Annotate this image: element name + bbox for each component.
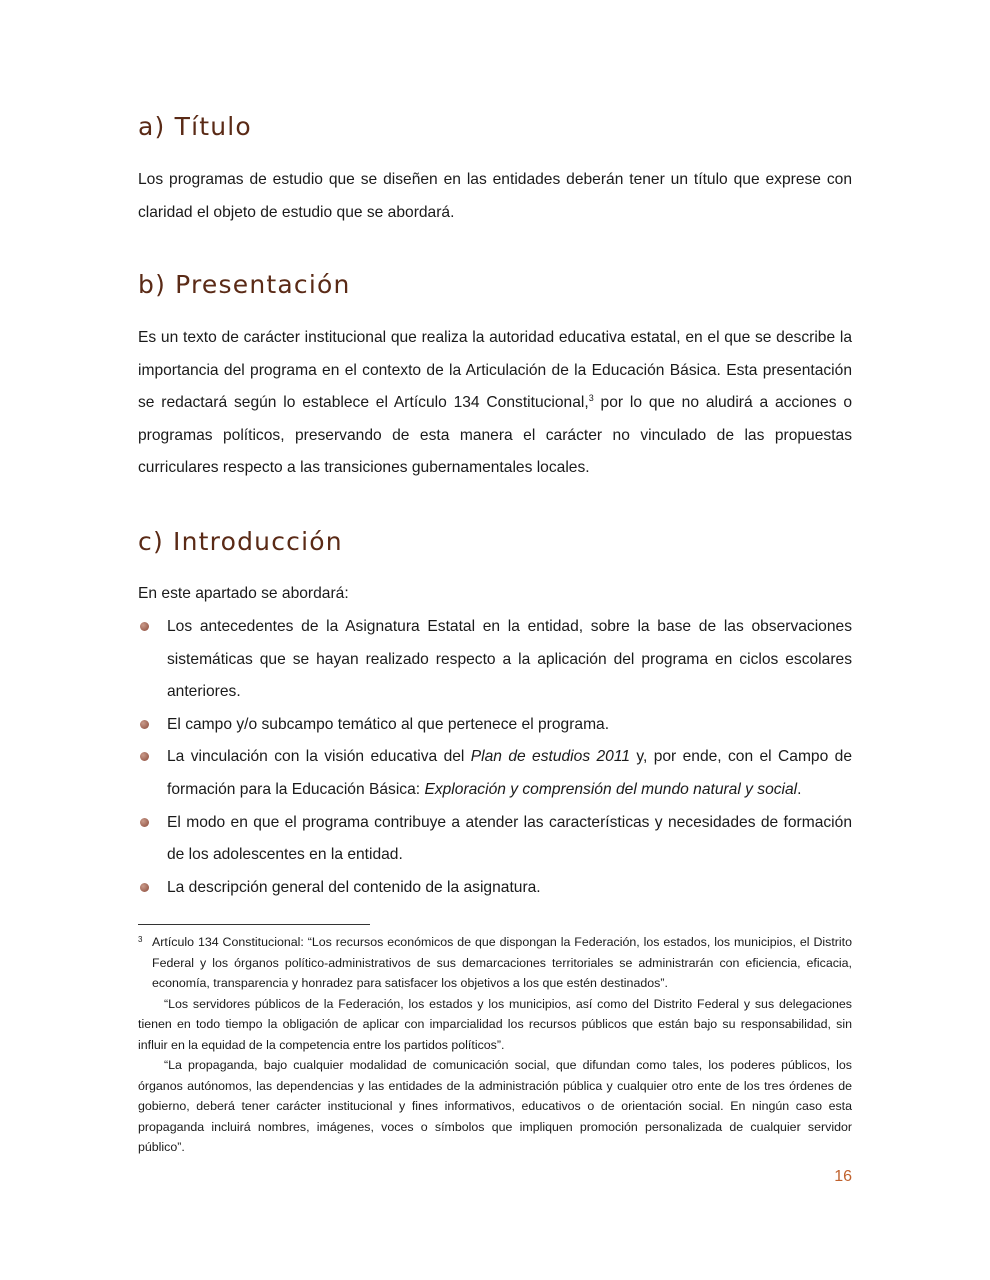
- list-item: [138, 807, 852, 872]
- paragraph-titulo: Los programas de estudio que se diseñen en las entidades deberán tener un título que exprese con claridad el objeto de estudio que se abordará.: [138, 171, 852, 221]
- bullet-dot-icon: [140, 818, 149, 827]
- bullet-text-mid: y, por ende, con el Campo de formación para la Educación Básica:: [167, 748, 852, 798]
- heading-presentacion: b) Presentación: [138, 270, 351, 299]
- list-item: [138, 872, 852, 905]
- bullet-text-pre: La vinculación con la visión educativa del: [167, 748, 471, 766]
- page-number: 16: [834, 1168, 852, 1185]
- bullet-text-post: .: [797, 780, 802, 798]
- footnote-text-1: Artículo 134 Constitucional: “Los recursos económicos de que dispongan la Federación, los estados, los municipios, el Distrito Federal y los órganos político-administrativos de sus demarcaciones territoriales se administrarán con eficiencia, eficacia, economía, transparencia y honradez para satisfacer los objetivos a los que estén destinados”.: [152, 935, 852, 990]
- paragraph-presentacion: [138, 322, 852, 485]
- bullet-text: La descripción general del contenido de la asignatura.: [167, 878, 541, 896]
- bullet-italic-plan: Plan de estudios 2011: [470, 748, 631, 766]
- bullet-text: Los antecedentes de la Asignatura Estatal en la entidad, sobre la base de las observaciones sistemáticas que se hayan realizado respecto a la aplicación del programa en ciclos escolares anteriores.: [167, 618, 852, 701]
- bullet-dot-icon: [140, 720, 149, 729]
- presentacion-text-part1: Es un texto de carácter institucional que realiza la autoridad educativa estatal, en el que se describe la importancia del programa en el contexto de la Articulación de la Educación Básica. Esta presentación se redactará según lo establece el Artículo 134 Constitucional,: [138, 329, 852, 412]
- introduccion-lead: En este apartado se abordará:: [138, 585, 349, 602]
- bullet-italic-campo: Exploración y comprensión del mundo natural y social: [424, 780, 798, 798]
- list-item: [138, 709, 852, 742]
- footnote-paragraph-2: “Los servidores públicos de la Federación, los estados y los municipios, así como del Distrito Federal y sus delegaciones tienen en todo tiempo la obligación de aplicar con imparcialidad los recursos públicos que están bajo su responsabilidad, sin influir en la equidad de la competencia entre los partidos políticos”.: [138, 996, 852, 1052]
- list-item: [138, 741, 852, 806]
- bullet-text: El modo en que el programa contribuye a atender las características y necesidades de formación de los adolescentes en la entidad.: [167, 813, 852, 864]
- footnote-block: [138, 932, 852, 1158]
- bullet-dot-icon: [140, 622, 149, 631]
- bullet-dot-icon: [140, 883, 149, 892]
- footnote-paragraph-1: [138, 932, 852, 994]
- bullet-dot-icon: [140, 752, 149, 761]
- list-item: [138, 611, 852, 709]
- presentacion-text-part2: por lo que no aludirá a acciones o programas políticos, preservando de esta manera el carácter no vinculado de las propuestas curriculares respecto a las transiciones gubernamentales locales.: [138, 394, 852, 477]
- footnote-divider: [138, 924, 370, 925]
- footnote-reference[interactable]: 3: [588, 393, 594, 404]
- bullet-text: El campo y/o subcampo temático al que pertenece el programa.: [167, 715, 610, 733]
- footnote-paragraph-3: “La propaganda, bajo cualquier modalidad de comunicación social, que difundan como tales, los poderes públicos, los órganos autónomos, las dependencias y las entidades de la administración pública y cualquier otro ente de los tres órdenes de gobierno, deberá tener carácter institucional y fines informativos, educativos o de orientación social. En ningún caso esta propaganda incluirá nombres, imágenes, voces o símbolos que impliquen promoción personalizada de cualquier servidor público”.: [138, 1058, 852, 1154]
- introduccion-bullet-list: [138, 611, 852, 904]
- footnote-marker: 3: [138, 935, 143, 944]
- heading-introduccion: c) Introducción: [138, 527, 343, 556]
- heading-titulo: a) Título: [138, 112, 252, 141]
